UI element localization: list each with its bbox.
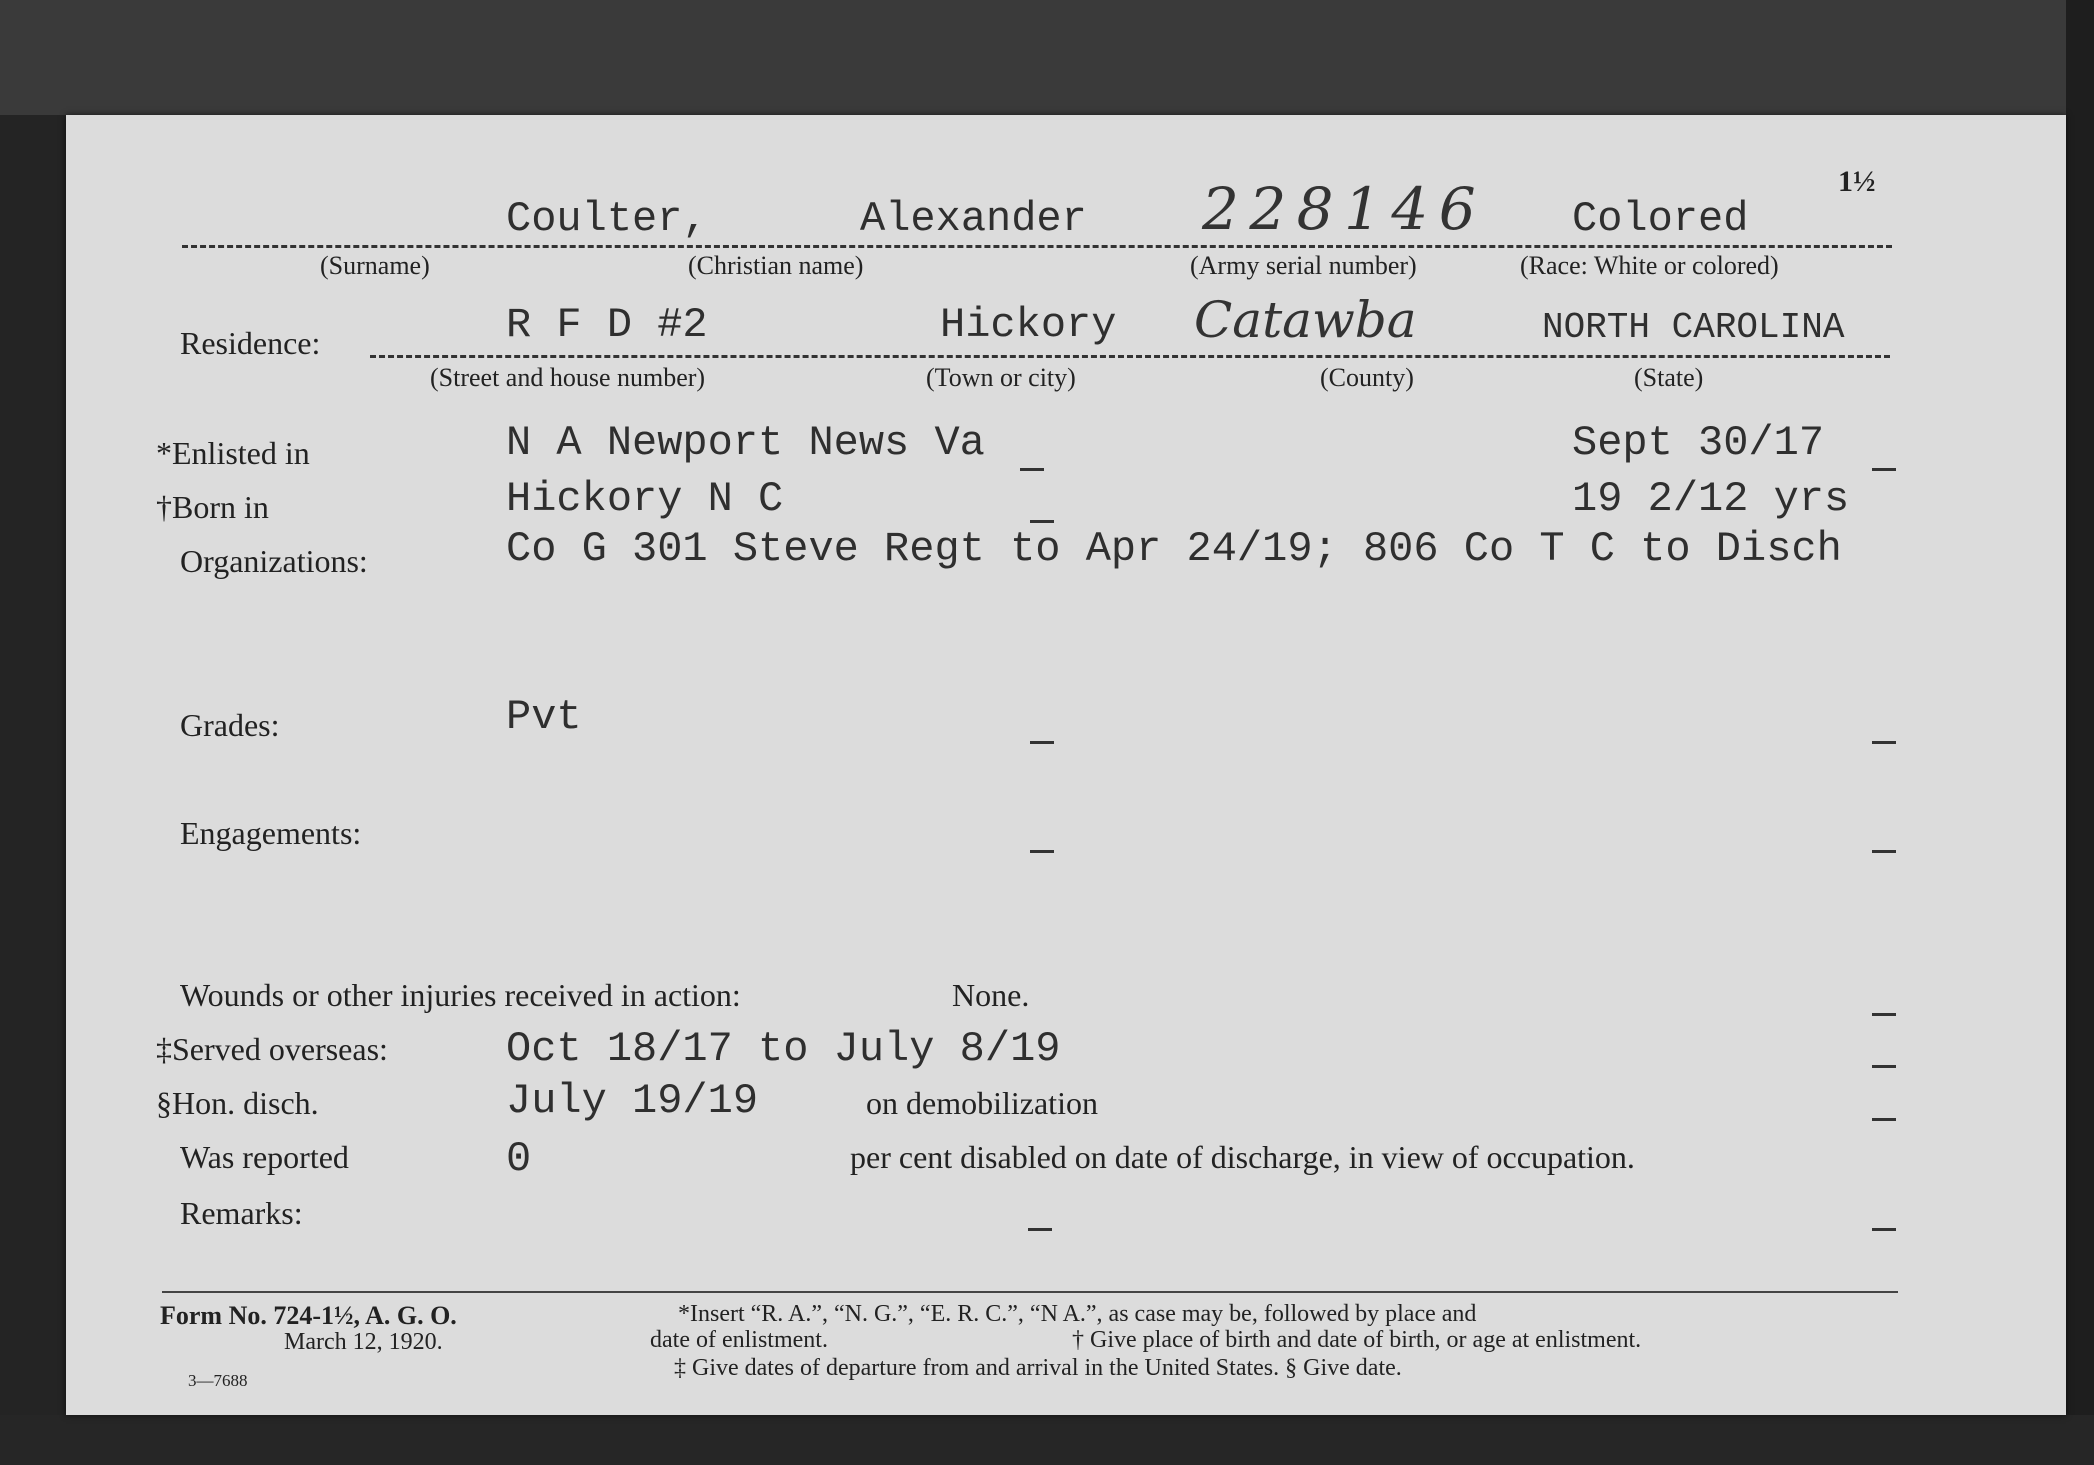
form-number: Form No. 724-1½, A. G. O. (160, 1301, 457, 1330)
was-reported-text: per cent disabled on date of discharge, in view of occupation. (850, 1139, 1635, 1175)
caption-town: (Town or city) (926, 363, 1076, 392)
surname-value: Coulter, (506, 195, 708, 243)
wounds-label: Wounds or other injuries received in action: (180, 977, 741, 1013)
footnote-line-3: ‡ Give dates of departure from and arrival in the United States. § Give date. (674, 1355, 1402, 1381)
organizations-label: Organizations: (180, 543, 368, 579)
overseas-tick (1872, 1065, 1896, 1068)
was-reported-label: Was reported (180, 1139, 349, 1175)
caption-county: (County) (1320, 363, 1414, 392)
was-reported-value: 0 (506, 1135, 532, 1183)
caption-race: (Race: White or colored) (1520, 251, 1779, 280)
residence-town-value: Hickory (940, 301, 1117, 349)
hon-disch-tick (1872, 1118, 1896, 1121)
grades-end-tick (1872, 741, 1896, 744)
race-value: Colored (1572, 195, 1749, 243)
page-mark: 1½ (1838, 165, 1876, 198)
organizations-value: Co G 301 Steve Regt to Apr 24/19; 806 Co T C to Disch (506, 525, 1842, 573)
caption-serial-number: (Army serial number) (1190, 251, 1417, 280)
served-overseas-label: ‡Served overseas: (156, 1031, 388, 1067)
wounds-value: None. (952, 977, 1030, 1013)
enlisted-date-value: Sept 30/17 (1572, 419, 1825, 467)
footnote-line-1: *Insert “R. A.”, “N. G.”, “E. R. C.”, “N A.”, as case may be, followed by place and (678, 1301, 1477, 1327)
remarks-tick (1028, 1228, 1052, 1231)
born-tick (1030, 520, 1054, 523)
hon-disch-reason: on demobilization (866, 1085, 1098, 1121)
caption-surname: (Surname) (320, 251, 430, 280)
grades-tick (1030, 741, 1054, 744)
remarks-label: Remarks: (180, 1195, 303, 1231)
footer-rule (162, 1291, 1898, 1293)
scan-background-bottom (0, 1415, 2094, 1465)
enlisted-date-tick (1872, 468, 1896, 471)
scan-background-top (0, 0, 2094, 115)
engagements-end-tick (1872, 850, 1896, 853)
footnote-line-2a: date of enlistment. (650, 1327, 828, 1353)
header-rule (182, 245, 1892, 248)
grades-value: Pvt (506, 693, 582, 741)
born-label: †Born in (156, 489, 269, 525)
grades-label: Grades: (180, 707, 280, 743)
enlisted-value: N A Newport News Va (506, 419, 985, 467)
enlisted-tick (1020, 468, 1044, 471)
caption-state: (State) (1634, 363, 1704, 392)
scan-background-left (0, 115, 66, 1465)
caption-christian-name: (Christian name) (688, 251, 864, 280)
born-value: Hickory N C (506, 475, 784, 523)
serial-number-value: 2 2 8 1 4 6 (1202, 175, 1472, 243)
hon-disch-value: July 19/19 (506, 1077, 759, 1125)
christian-name-value: Alexander (860, 195, 1087, 243)
residence-label: Residence: (180, 325, 321, 361)
born-age-value: 19 2/12 yrs (1572, 475, 1850, 523)
residence-street-value: R F D #2 (506, 301, 708, 349)
caption-street: (Street and house number) (430, 363, 706, 392)
engagements-label: Engagements: (180, 815, 362, 851)
form-date: March 12, 1920. (284, 1329, 443, 1355)
print-code: 3—7688 (188, 1371, 248, 1390)
hon-disch-label: §Hon. disch. (156, 1085, 319, 1121)
enlisted-label: *Enlisted in (156, 435, 310, 471)
residence-rule (370, 355, 1890, 358)
scan-background-right (2066, 0, 2094, 1465)
service-record-card (66, 115, 2066, 1415)
wounds-tick (1872, 1013, 1896, 1016)
footnote-line-2b: † Give place of birth and date of birth, or age at enlistment. (1072, 1327, 1642, 1353)
residence-state-value: NORTH CAROLINA (1542, 307, 1845, 348)
residence-county-value: Catawba (1194, 291, 1417, 349)
served-overseas-value: Oct 18/17 to July 8/19 (506, 1025, 1061, 1073)
engagements-tick (1030, 850, 1054, 853)
remarks-end-tick (1872, 1228, 1896, 1231)
